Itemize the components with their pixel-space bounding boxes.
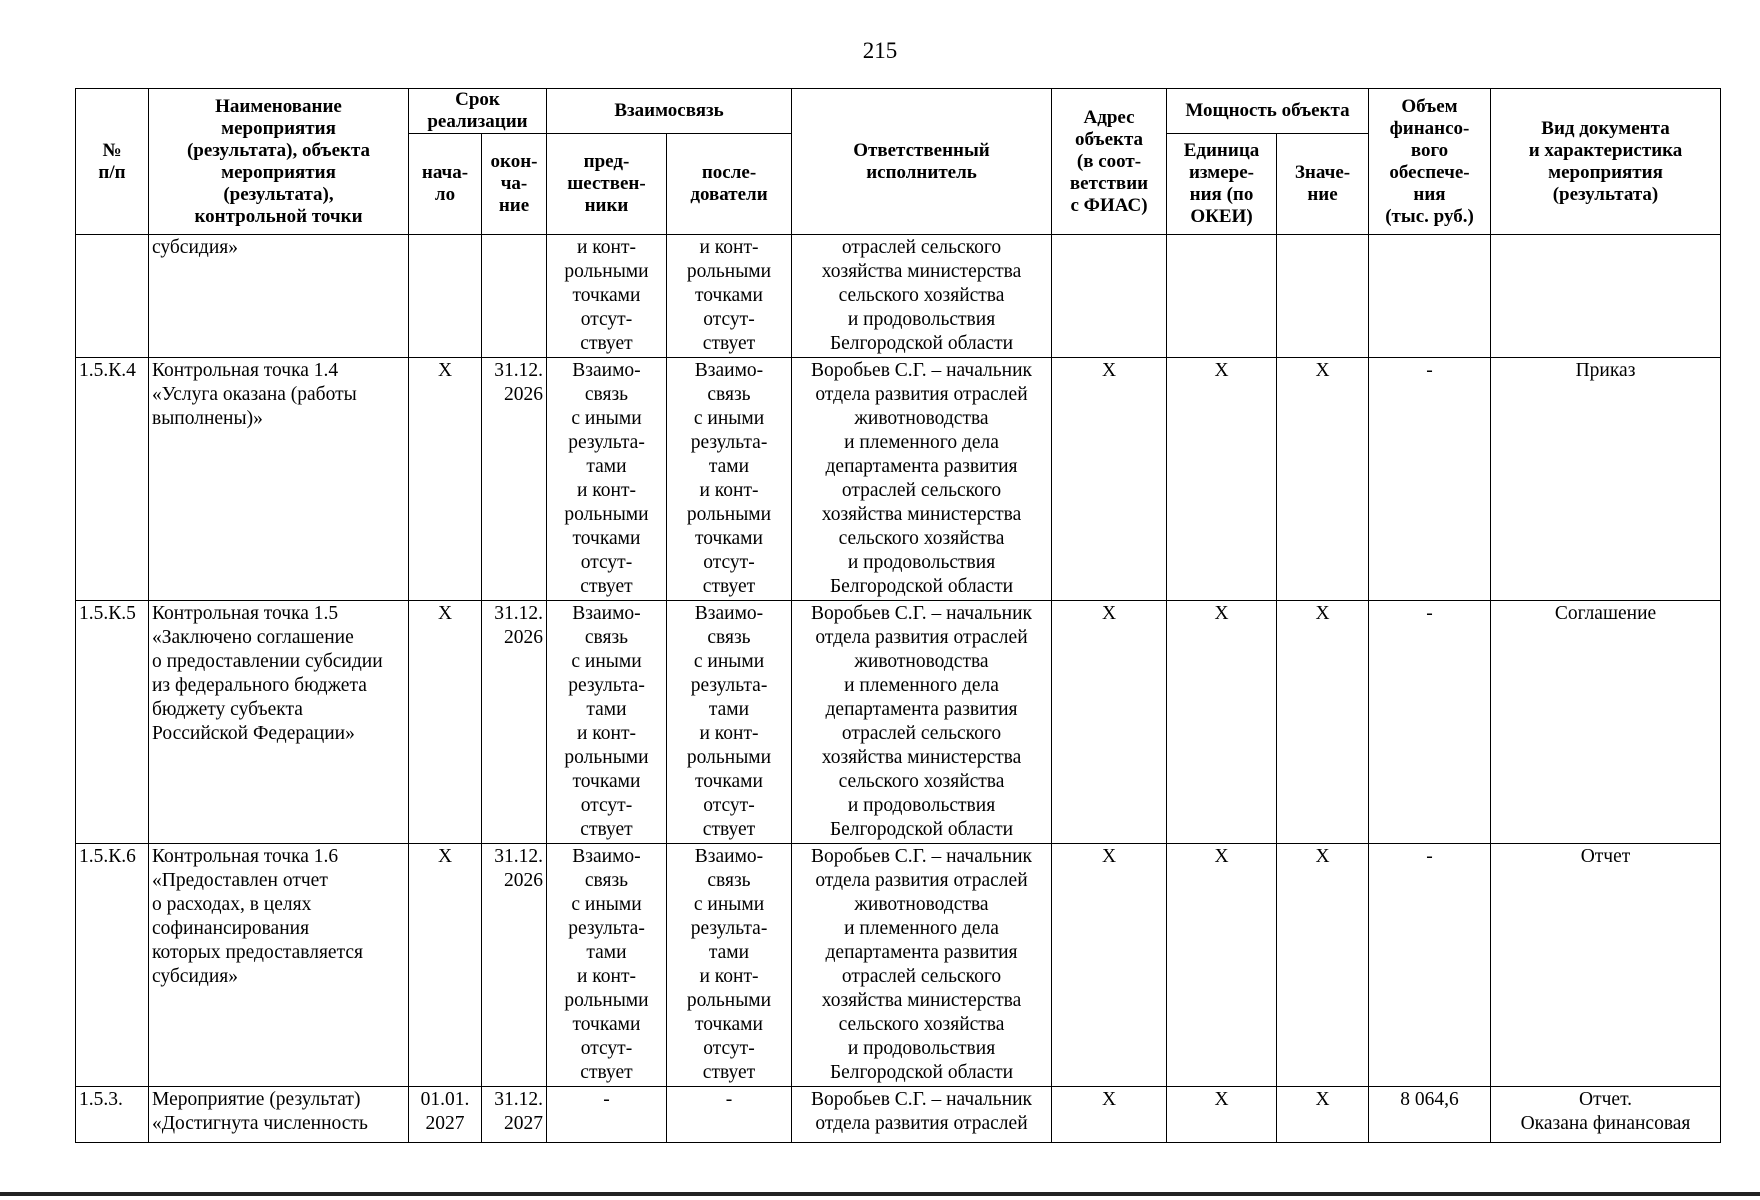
cell-value: X xyxy=(1277,601,1369,844)
cell-address: X xyxy=(1052,601,1167,844)
cell-end: 31.12. 2026 xyxy=(482,844,547,1087)
cell-name: Контрольная точка 1.6 «Предоставлен отчет о расходах, в целях софинансирования которых предоставляется субсидия» xyxy=(149,844,409,1087)
cell-successors: Взаимо- связь с иными результа- тами и конт- рольными точками отсут- ствует xyxy=(667,844,792,1087)
cell-end: 31.12. 2027 xyxy=(482,1087,547,1143)
header-document: Вид документа и характеристика мероприятия (результата) xyxy=(1491,89,1721,235)
cell-num xyxy=(76,235,149,358)
table-row xyxy=(76,844,1721,1087)
header-predecessors: пред- шествен- ники xyxy=(547,134,667,235)
cell-successors: и конт- рольными точками отсут- ствует xyxy=(667,235,792,358)
cell-value: X xyxy=(1277,844,1369,1087)
cell-start: 01.01. 2027 xyxy=(409,1087,482,1143)
header-power: Мощность объекта xyxy=(1167,89,1369,134)
cell-responsible: отраслей сельского хозяйства министерства сельского хозяйства и продовольствия Белгородской области xyxy=(792,235,1052,358)
scan-edge-divider xyxy=(0,1192,1760,1196)
cell-num: 1.5.3. xyxy=(76,1087,149,1143)
header-successors: после- дователи xyxy=(667,134,792,235)
cell-financing xyxy=(1369,235,1491,358)
cell-document: Приказ xyxy=(1491,358,1721,601)
cell-end: 31.12. 2026 xyxy=(482,601,547,844)
cell-successors: Взаимо- связь с иными результа- тами и конт- рольными точками отсут- ствует xyxy=(667,358,792,601)
header-term-start: нача- ло xyxy=(409,134,482,235)
cell-name: субсидия» xyxy=(149,235,409,358)
table-row xyxy=(76,358,1721,601)
cell-responsible: Воробьев С.Г. – начальник отдела развития отраслей животноводства и племенного дела департамента развития отраслей сельского хозяйства министерства сельского хозяйства и продовольствия Белгородской области xyxy=(792,358,1052,601)
cell-financing: - xyxy=(1369,844,1491,1087)
header-term-end: окон- ча- ние xyxy=(482,134,547,235)
table-header xyxy=(76,89,1721,235)
cell-unit: X xyxy=(1167,1087,1277,1143)
header-financing: Объем финансо- вого обеспече- ния (тыс. руб.) xyxy=(1369,89,1491,235)
cell-responsible: Воробьев С.Г. – начальник отдела развития отраслей животноводства и племенного дела департамента развития отраслей сельского хозяйства министерства сельского хозяйства и продовольствия Белгородской области xyxy=(792,844,1052,1087)
cell-end: 31.12. 2026 xyxy=(482,358,547,601)
cell-start: X xyxy=(409,358,482,601)
header-unit: Единица измере- ния (по ОКЕИ) xyxy=(1167,134,1277,235)
cell-financing: - xyxy=(1369,358,1491,601)
cell-start: X xyxy=(409,844,482,1087)
cell-responsible: Воробьев С.Г. – начальник отдела развития отраслей животноводства и племенного дела департамента развития отраслей сельского хозяйства министерства сельского хозяйства и продовольствия Белгородской области xyxy=(792,601,1052,844)
activities-table xyxy=(75,88,1721,1143)
header-name: Наименование мероприятия (результата), объекта мероприятия (результата), контрольной точки xyxy=(149,89,409,235)
cell-predecessors: Взаимо- связь с иными результа- тами и конт- рольными точками отсут- ствует xyxy=(547,844,667,1087)
cell-predecessors: - xyxy=(547,1087,667,1143)
cell-unit xyxy=(1167,235,1277,358)
cell-predecessors: Взаимо- связь с иными результа- тами и конт- рольными точками отсут- ствует xyxy=(547,601,667,844)
cell-financing: - xyxy=(1369,601,1491,844)
cell-num: 1.5.К.6 xyxy=(76,844,149,1087)
cell-num: 1.5.К.5 xyxy=(76,601,149,844)
header-address: Адрес объекта (в соот- ветствии с ФИАС) xyxy=(1052,89,1167,235)
cell-name: Контрольная точка 1.4 «Услуга оказана (работы выполнены)» xyxy=(149,358,409,601)
cell-name: Мероприятие (результат) «Достигнута численность xyxy=(149,1087,409,1143)
cell-unit: X xyxy=(1167,601,1277,844)
cell-name: Контрольная точка 1.5 «Заключено соглашение о предоставлении субсидии из федерального бюджета бюджету субъекта Российской Федерации» xyxy=(149,601,409,844)
cell-value: X xyxy=(1277,358,1369,601)
header-link: Взаимосвязь xyxy=(547,89,792,134)
table-row xyxy=(76,601,1721,844)
cell-address: X xyxy=(1052,1087,1167,1143)
cell-document: Соглашение xyxy=(1491,601,1721,844)
cell-address: X xyxy=(1052,358,1167,601)
cell-address xyxy=(1052,235,1167,358)
cell-predecessors: и конт- рольными точками отсут- ствует xyxy=(547,235,667,358)
cell-successors: - xyxy=(667,1087,792,1143)
cell-financing: 8 064,6 xyxy=(1369,1087,1491,1143)
cell-predecessors: Взаимо- связь с иными результа- тами и конт- рольными точками отсут- ствует xyxy=(547,358,667,601)
cell-num: 1.5.К.4 xyxy=(76,358,149,601)
header-num: № п/п xyxy=(76,89,149,235)
cell-document: Отчет xyxy=(1491,844,1721,1087)
header-term: Срок реализации xyxy=(409,89,547,134)
cell-address: X xyxy=(1052,844,1167,1087)
table-row xyxy=(76,1087,1721,1143)
cell-end xyxy=(482,235,547,358)
cell-document xyxy=(1491,235,1721,358)
cell-document: Отчет. Оказана финансовая xyxy=(1491,1087,1721,1143)
header-value: Значе- ние xyxy=(1277,134,1369,235)
cell-responsible: Воробьев С.Г. – начальник отдела развития отраслей xyxy=(792,1087,1052,1143)
page-number: 215 xyxy=(862,38,898,63)
cell-value xyxy=(1277,235,1369,358)
cell-unit: X xyxy=(1167,844,1277,1087)
cell-successors: Взаимо- связь с иными результа- тами и конт- рольными точками отсут- ствует xyxy=(667,601,792,844)
cell-value: X xyxy=(1277,1087,1369,1143)
header-responsible: Ответственный исполнитель xyxy=(792,89,1052,235)
cell-start xyxy=(409,235,482,358)
table-row xyxy=(76,235,1721,358)
cell-start: X xyxy=(409,601,482,844)
cell-unit: X xyxy=(1167,358,1277,601)
